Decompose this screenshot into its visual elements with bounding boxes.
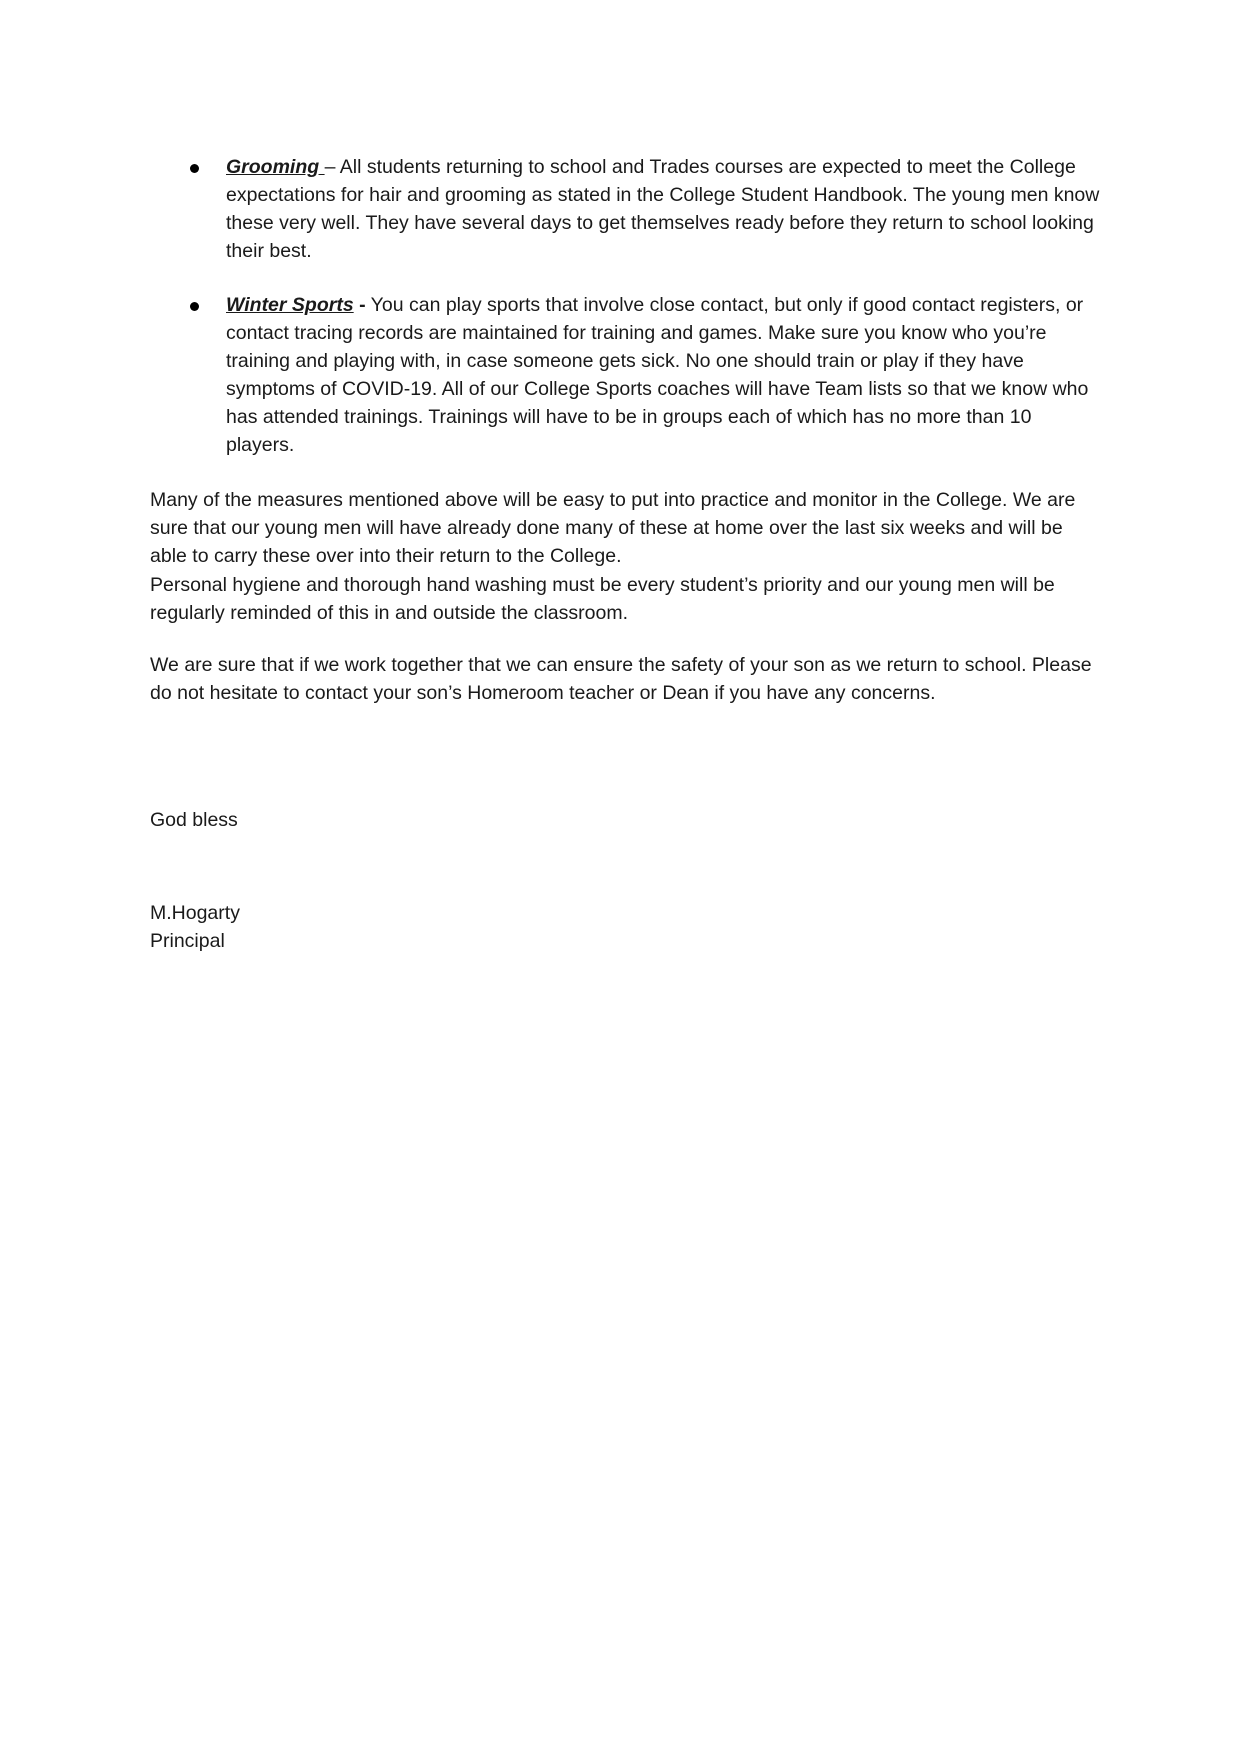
paragraph-contact: We are sure that if we work together that we can ensure the safety of your son as we return to school. Please do not hesitate to contact your son’s Homeroom teacher or Dean if you have any concerns.: [150, 654, 1092, 704]
paragraph-hygiene: Personal hygiene and thorough hand washing must be every student’s priority and our young men will be regularly reminded of this in and outside the classroom.: [150, 574, 1055, 624]
bullet-dot-icon: [190, 302, 199, 311]
bullet-title-grooming: Grooming: [226, 156, 325, 178]
bullet-title-winter-sports: Winter Sports: [226, 294, 354, 316]
signature-role: Principal: [150, 930, 225, 952]
bullet-dot-icon: [190, 164, 199, 173]
guidelines-bullet-list: [150, 153, 1100, 485]
closing-text: God bless: [150, 809, 238, 831]
signature-block: [150, 899, 1100, 955]
bullet-text-winter-sports: You can play sports that involve close contact, but only if good contact registers, or contact tracing records are maintained for training and games. Make sure you know who you’re training and playing with, in case someone gets sick. No one should train or play if they have symptoms of COVID-19. All of our College Sports coaches will have Team lists so that we know who has attended trainings. Trainings will have to be in groups each of which has no more than 10 players.: [226, 294, 1089, 456]
paragraph-measures: Many of the measures mentioned above will be easy to put into practice and monitor in the College. We are sure that our young men will have already done many of these at home over the last six weeks and will be able to carry these over into their return to the College.: [150, 489, 1076, 567]
bullet-text-grooming: All students returning to school and Trades courses are expected to meet the College expectations for hair and grooming as stated in the College Student Handbook. The young men know these very well. They have several days to get themselves ready before they return to school looking their best.: [226, 156, 1100, 262]
bullet-grooming: [150, 153, 1100, 265]
bullet-separator: –: [324, 156, 336, 178]
bullet-winter-sports: [150, 291, 1100, 459]
signature-name: M.Hogarty: [150, 902, 240, 924]
bullet-separator: -: [353, 294, 366, 316]
